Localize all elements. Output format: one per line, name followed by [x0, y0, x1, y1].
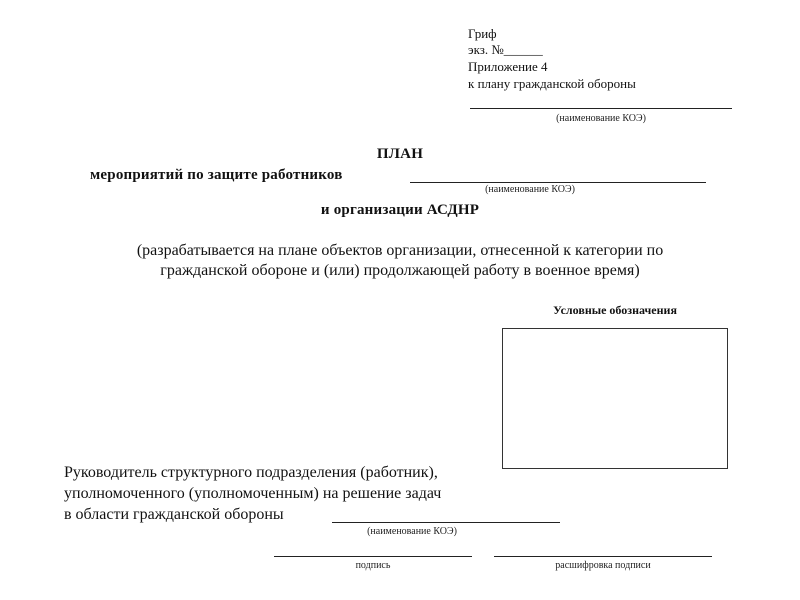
- stamp-line-appendix: Приложение 4: [468, 59, 548, 74]
- legend-box: [502, 328, 728, 469]
- stamp-line-grif: Гриф: [468, 26, 497, 41]
- signature-decoding-underline: [494, 556, 712, 557]
- description-line-2: гражданской обороне и (или) продолжающей работу в военное время): [160, 262, 640, 279]
- stamp-line-plan-reference: к плану гражданской обороны: [468, 76, 636, 91]
- title-line-2: и организации АСДНР: [320, 202, 480, 218]
- signature-underline: [274, 556, 472, 557]
- title-org-caption: (наименование КОЭ): [485, 184, 575, 195]
- signature-text-line-1: Руководитель структурного подразделения (работник),: [64, 464, 438, 481]
- signature-decoding-caption: расшифровка подписи: [555, 560, 651, 571]
- document-heading: ПЛАН: [376, 146, 424, 162]
- signature-caption: подпись: [355, 560, 391, 571]
- signature-text-line-3: в области гражданской обороны: [64, 506, 284, 523]
- legend-title: Условные обозначения: [553, 303, 677, 317]
- stamp-underline: [470, 108, 732, 109]
- title-org-underline: [410, 182, 706, 183]
- signature-text-line-2: уполномоченного (уполномоченным) на решение задач: [64, 485, 442, 502]
- stamp-line-copy-number: экз. №______: [468, 42, 543, 57]
- signature-org-caption: (наименование КОЭ): [367, 526, 457, 537]
- stamp-caption: (наименование КОЭ): [556, 113, 646, 124]
- signature-org-underline: [332, 522, 560, 523]
- description-line-1: (разрабатывается на плане объектов организации, отнесенной к категории по: [136, 242, 664, 259]
- title-line-1: мероприятий по защите работников: [90, 167, 343, 183]
